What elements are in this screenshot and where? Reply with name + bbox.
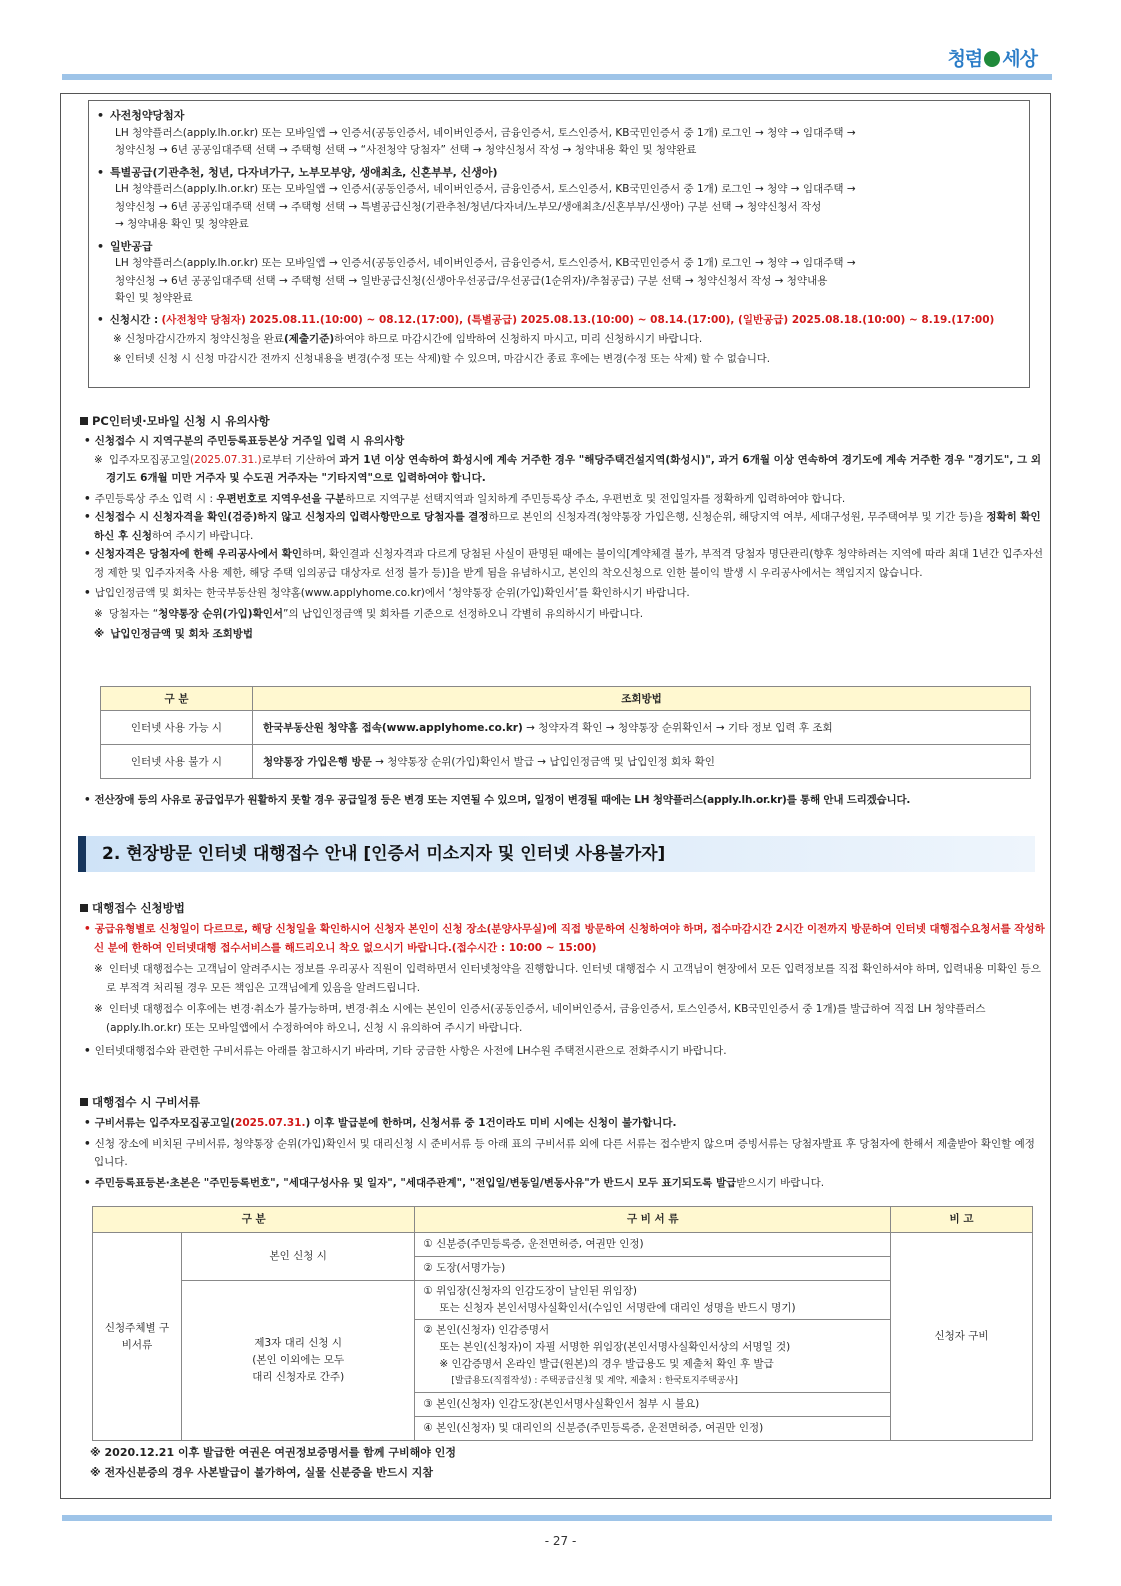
section-heading: PC인터넷·모바일 신청 시 유의사항 xyxy=(80,411,1045,431)
section-title: 2. 현장방문 인터넷 대행접수 안내 [인증서 미소지자 및 인터넷 사용불가자] xyxy=(78,836,1035,872)
item-line: 청약신청 → 6년 공공임대주택 선택 → 주택형 선택 → 일반공급신청(신생아우선공급/우선공급(1순위자)/추첨공급) 구분 선택 → 청약신청서 작성 → 청약내용 xyxy=(115,274,828,287)
section-heading: 대행접수 시 구비서류 xyxy=(80,1092,1045,1112)
application-time xyxy=(97,312,1015,330)
time-value: (사전청약 당첨자) 2025.08.11.(10:00) ~ 08.12.(17:00), (특별공급) 2025.08.13.(10:00) ~ 08.14.(17:00), (일반공급) 2025.08.18.(10:00) ~ 8.19.(17:00) xyxy=(161,313,995,326)
bullet: • 신청 장소에 비치된 구비서류, 청약통장 순위(가입)확인서 및 대리신청 시 준비서류 등 아래 표의 구비서류 외에 다른 서류는 접수받지 않으며 증빙서류는 당첨자발표 후 당첨자에 한해서 제출받아 확인할 예정입니다. xyxy=(80,1135,1045,1172)
logo-emblem-icon xyxy=(984,51,1000,67)
table-header: 구 분 xyxy=(101,687,253,711)
logo-text-left: 청렴 xyxy=(947,48,983,70)
bullet: • 신청자격은 당첨자에 한해 우리공사에서 확인하며, 확인결과 신청자격과 다르게 당첨된 사실이 판명된 때에는 불이익[계약체결 불가, 부적격 당첨자 명단관리(향후 청약하려는 지역에 따라 최대 1년간 입주자선정 제한 및 입주자저축 사용 제한, 해당 주택 임의공급 대상자로 선정 불가 등)]을 받게 됨을 유념하시고, 본인의 착오신청으로 인한 불이익 발생 시 우리공사에서는 책임지지 않습니다. xyxy=(80,545,1045,582)
table-cell: ① 위임장(신청자의 인감도장이 날인된 위임장) 또는 신청자 본인서명사실확인서(수임인 서명란에 대리인 성명을 반드시 명기) xyxy=(415,1281,891,1320)
item-line: LH 청약플러스(apply.lh.or.kr) 또는 모바일앱 → 인증서(공동인증서, 네이버인증서, 금융인증서, 토스인증서, KB국민인증서 중 1개) 로그인 → 청약 → 임대주택 → xyxy=(115,257,856,269)
bullet: • 주민등록표등본·초본은 "주민등록번호", "세대구성사유 및 일자", "세대주관계", "전입일/변동일/변동사유"가 반드시 모두 표기되도록 발급받으시기 바랍니다. xyxy=(80,1174,1045,1193)
table-cell: ② 도장(서명가능) xyxy=(415,1257,891,1281)
item-line: → 청약내용 확인 및 청약완료 xyxy=(115,218,249,230)
table-header: 구 비 서 류 xyxy=(415,1207,891,1233)
note: ※ 인터넷 대행접수 이후에는 변경·취소가 불가능하며, 변경·취소 시에는 본인이 인증서(공동인증서, 네이버인증서, 금융인증서, 토스인증서, KB국민인증서 중 1개)를 발급하여 직접 LH 청약플러스(apply.lh.or.kr) 또는 모바일앱에서 수정하여야 하오니, 신청 시 유의하여 주시기 바랍니다. xyxy=(80,1000,1045,1037)
table-cell: ② 본인(신청자) 인감증명서 또는 본인(신청자)이 자필 서명한 위임장(본인서명사실확인서상의 서명일 것) ※ 인감증명서 온라인 발급(원본)의 경우 발급용도 및 제출처 확인 후 발급 [발급용도(직접작성) : 주택공급신청 및 계약, 제출처 : 한국토지주택공사] xyxy=(415,1320,891,1393)
footnote: ※ 전자신분증의 경우 사본발급이 불가하여, 실물 신분증을 반드시 지참 xyxy=(90,1466,434,1479)
table-cell: 본인 신청 시 xyxy=(182,1233,415,1281)
bottom-rule xyxy=(62,1515,1052,1521)
table-cell: ① 신분증(주민등록증, 운전면허증, 여권만 인정) xyxy=(415,1233,891,1257)
footnote: ※ 2020.12.21 이후 발급한 여권은 여권정보증명서를 함께 구비해야 인정 xyxy=(90,1446,456,1459)
note: ※ 신청마감시간까지 청약신청을 완료(제출기준)하여야 하므로 마감시간에 임박하여 신청하지 마시고, 미리 신청하시기 바랍니다. xyxy=(113,333,703,345)
bullet: • 전산장애 등의 사유로 공급업무가 원활하지 못할 경우 공급일정 등은 변경 또는 지연될 수 있으며, 일정이 변경될 때에는 LH 청약플러스(apply.lh.or.kr)를 통해 안내 드리겠습니다. xyxy=(80,791,1045,810)
top-rule xyxy=(62,74,1052,80)
item-title: • 일반공급 xyxy=(97,238,1015,256)
proxy-method-section xyxy=(80,898,1045,1061)
bullet: • 주민등록상 주소 입력 시 : 우편번호로 지역우선을 구분하므로 지역구분 선택지역과 일치하게 주민등록상 주소, 우편번호 및 전입일자를 정확하게 입력하여야 합니다. xyxy=(80,490,1045,509)
table-cell: 한국부동산원 청약홈 접속(www.applyhome.co.kr) → 청약자격 확인 → 청약통장 순위확인서 → 기타 정보 입력 후 조회 xyxy=(253,711,1031,745)
table-cell: 제3자 대리 신청 시 (본인 이외에는 모두 대리 신청자로 간주) xyxy=(182,1281,415,1441)
pc-notice-section xyxy=(80,411,1045,644)
section-heading: 대행접수 신청방법 xyxy=(80,898,1045,918)
time-label: 신청시간 : xyxy=(109,313,159,326)
table-row xyxy=(101,711,1031,745)
logo xyxy=(948,44,1037,71)
bullet: • 신청접수 시 지역구분의 주민등록표등본상 거주일 입력 시 유의사항 xyxy=(80,432,1045,451)
table-cell: 신청주체별 구비서류 xyxy=(93,1233,182,1441)
outage-notice xyxy=(80,791,1045,810)
logo-text-right: 세상 xyxy=(1002,48,1037,70)
note: ※ 인터넷 신청 시 신청 마감시간 전까지 신청내용을 변경(수정 또는 삭제)할 수 있으며, 마감시간 종료 후에는 변경(수정 또는 삭제) 할 수 없습니다. xyxy=(113,353,770,365)
lookup-method-table xyxy=(100,686,1031,779)
table-row xyxy=(93,1233,1033,1257)
table-cell: ③ 본인(신청자) 인감도장(본인서명사실확인서 첨부 시 불요) xyxy=(415,1393,891,1417)
table-header: 비 고 xyxy=(891,1207,1033,1233)
page-number: - 27 - xyxy=(544,1534,577,1548)
note: ※ 인터넷 대행접수는 고객님이 알려주시는 정보를 우리공사 직원이 입력하면서 인터넷청약을 진행합니다. 인터넷 대행접수 시 고객님이 현장에서 모든 입력정보를 직접 확인하셔야 하며, 입력내용 미확인 등으로 부적격 처리될 경우 모든 책임은 고객님에게 있음을 알려드립니다. xyxy=(80,960,1045,997)
item-line: 청약신청 → 6년 공공임대주택 선택 → 주택형 선택 → 특별공급신청(기관추천/청년/다자녀/노부모/생애최초/신혼부부/신생아) 구분 선택 → 청약신청서 작성 xyxy=(115,200,822,213)
table-cell: ④ 본인(신청자) 및 대리인의 신분증(주민등록증, 운전면허증, 여권만 인정) xyxy=(415,1417,891,1441)
item-title: • 특별공급(기관추천, 청년, 다자녀가구, 노부모부양, 생애최초, 신혼부부, 신생아) xyxy=(97,164,1015,182)
note: ※ 입주자모집공고일(2025.07.31.)로부터 기산하여 과거 1년 이상 연속하여 화성시에 계속 거주한 경우 "해당주택건설지역(화성시)", 과거 6개월 이상 연속하여 경기도에 계속 거주한 경우 "경기도", 그 외 경기도 6개월 미만 거주자 및 수도권 거주자는 "기타지역"으로 입력하여야 합니다. xyxy=(80,451,1045,488)
item-line: 청약신청 → 6년 공공임대주택 선택 → 주택형 선택 → “사전청약 당첨자” 선택 → 청약신청서 작성 → 청약내용 확인 및 청약완료 xyxy=(115,144,697,156)
table-header: 조회방법 xyxy=(253,687,1031,711)
required-docs-table xyxy=(92,1206,1033,1441)
required-docs-section xyxy=(80,1092,1045,1192)
table-cell: 인터넷 사용 불가 시 xyxy=(101,745,253,779)
item-line: 확인 및 청약완료 xyxy=(115,292,193,304)
table-cell: 청약통장 가입은행 방문 → 청약통장 순위(가입)확인서 발급 → 납입인정금액 및 납입인정 회차 확인 xyxy=(253,745,1031,779)
note: ※ 당첨자는 “청약통장 순위(가입)확인서”의 납입인정금액 및 회차를 기준으로 선정하오니 각별히 유의하시기 바랍니다. xyxy=(80,605,1045,624)
table-cell: 인터넷 사용 가능 시 xyxy=(101,711,253,745)
item-line: LH 청약플러스(apply.lh.or.kr) 또는 모바일앱 → 인증서(공동인증서, 네이버인증서, 금융인증서, 토스인증서, KB국민인증서 중 1개) 로그인 → 청약 → 임대주택 → xyxy=(115,183,856,195)
item-line: LH 청약플러스(apply.lh.or.kr) 또는 모바일앱 → 인증서(공동인증서, 네이버인증서, 금융인증서, 토스인증서, KB국민인증서 중 1개) 로그인 → 청약 → 임대주택 → xyxy=(115,126,856,139)
bullet: • 공급유형별로 신청일이 다르므로, 해당 신청일을 확인하시어 신청자 본인이 신청 장소(분양사무실)에 직접 방문하여 신청하여야 하며, 접수마감시간 2시간 이전까지 방문하여 인터넷 대행접수요청서를 작성하신 분에 한하여 인터넷대행 접수서비스를 해드리오니 착오 없으시기 바랍니다.(접수시간 : 10:00 ~ 15:00) xyxy=(80,920,1045,957)
table-header: 구 분 xyxy=(93,1207,415,1233)
bullet: • 납입인정금액 및 회차는 한국부동산원 청약홈(www.applyhome.co.kr)에서 ‘청약통장 순위(가입)확인서’를 확인하시기 바랍니다. xyxy=(80,584,1045,603)
bullet: • 구비서류는 입주자모집공고일(2025.07.31.) 이후 발급분에 한하며, 신청서류 중 1건이라도 미비 시에는 신청이 불가합니다. xyxy=(80,1114,1045,1133)
application-method-box xyxy=(88,100,1030,388)
bullet: • 신청접수 시 신청자격을 확인(검증)하지 않고 신청자의 입력사항만으로 당첨자를 결정하므로 본인의 신청자격(청약통장 가입은행, 신청순위, 해당지역 여부, 세대구성원, 무주택여부 및 기간 등)을 정확히 확인하신 후 신청하여 주시기 바랍니다. xyxy=(80,508,1045,545)
bullet: • 인터넷대행접수와 관련한 구비서류는 아래를 참고하시기 바라며, 기타 궁금한 사항은 사전에 LH수원 주택전시관으로 전화주시기 바랍니다. xyxy=(80,1042,1045,1061)
table-cell: 신청자 구비 xyxy=(891,1233,1033,1441)
table-row xyxy=(101,745,1031,779)
item-title: • 사전청약당첨자 xyxy=(97,107,1015,125)
note: ※ 납입인정금액 및 회차 조회방법 xyxy=(80,625,1045,644)
